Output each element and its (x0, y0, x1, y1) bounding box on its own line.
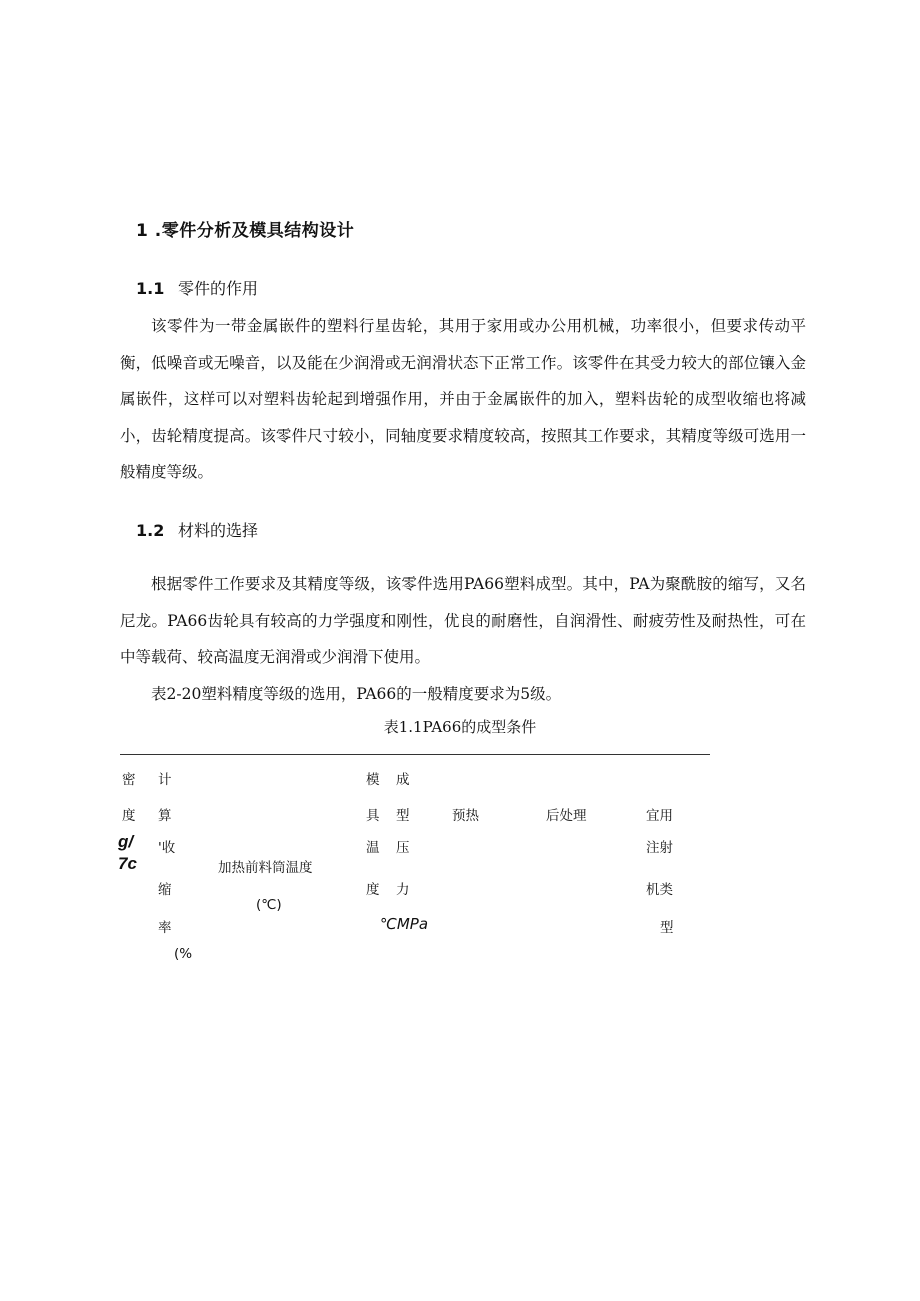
table-cell: 加热前料筒温度 (218, 860, 313, 876)
table-cell: g/ (118, 832, 134, 851)
chapter-heading: 1 .零件分析及模具结构设计 (136, 221, 355, 241)
table-cell: 后处理 (546, 808, 587, 824)
section-number: 1.2 (136, 521, 165, 540)
table-cell-units: ℃MPa (380, 915, 429, 933)
section-number: 1.1 (136, 279, 165, 298)
table-cell: 7c (118, 854, 137, 873)
table-cell: 具 (366, 808, 380, 824)
table-cell: 缩 (158, 882, 172, 898)
table-caption: 表1.1PA66的成型条件 (383, 718, 537, 736)
section-title: 材料的选择 (178, 521, 259, 540)
table-cell: 型 (660, 920, 674, 936)
paragraph-part-function: 该零件为一带金属嵌件的塑料行星齿轮，其用于家用或办公用机械，功率很小，但要求传动平衡，低噪音或无噪音，以及能在少润滑或无润滑状态下正常工作。该零件在其受力较大的部位镶入金属嵌件，这样可以对塑料齿轮起到增强作用，并由于金属嵌件的加入，塑料齿轮的成型收缩也将减小，齿轮精度提高。该零件尺寸较小，同轴度要求精度较高，按照其工作要求，其精度等级可选用一般精度等级。 (120, 317, 806, 481)
table-cell: 力 (396, 882, 410, 898)
table-cell: 度 (122, 808, 136, 824)
section-title: 零件的作用 (178, 279, 259, 298)
paragraph-precision-grade: 表2-20塑料精度等级的选用，PA66的一般精度要求为5级。 (151, 685, 562, 703)
table-cell: 型 (396, 808, 410, 824)
table-cell: 计 (158, 772, 172, 788)
table-cell: 压 (396, 840, 410, 856)
table-cell: 模 (366, 772, 380, 788)
section-heading-1-2 (136, 518, 258, 541)
table-cell: 宜用 (646, 808, 673, 824)
table-cell: 密 (122, 772, 136, 788)
table-cell: (% (174, 946, 193, 962)
table-cell: 度 (366, 882, 380, 898)
section-heading-1-1 (136, 276, 258, 299)
table-cell: (℃) (256, 897, 282, 913)
table-cell: 机类 (646, 882, 673, 898)
paragraph-material-selection: 根据零件工作要求及其精度等级，该零件选用PA66塑料成型。其中，PA为聚酰胺的缩写，又名尼龙。PA66齿轮具有较高的力学强度和刚性，优良的耐磨性，自润滑性、耐疲劳性及耐热性，可在中等载荷、较高温度无润滑或少润滑下使用。 (120, 575, 806, 666)
table-top-rule (120, 754, 710, 755)
table-cell: 注射 (646, 840, 673, 856)
table-cell: '收 (158, 840, 176, 856)
table-cell: 温 (366, 840, 380, 856)
table-cell: 算 (158, 808, 172, 824)
table-cell: 成 (396, 772, 410, 788)
table-cell: 率 (158, 920, 172, 936)
table-cell: 预热 (452, 808, 479, 824)
